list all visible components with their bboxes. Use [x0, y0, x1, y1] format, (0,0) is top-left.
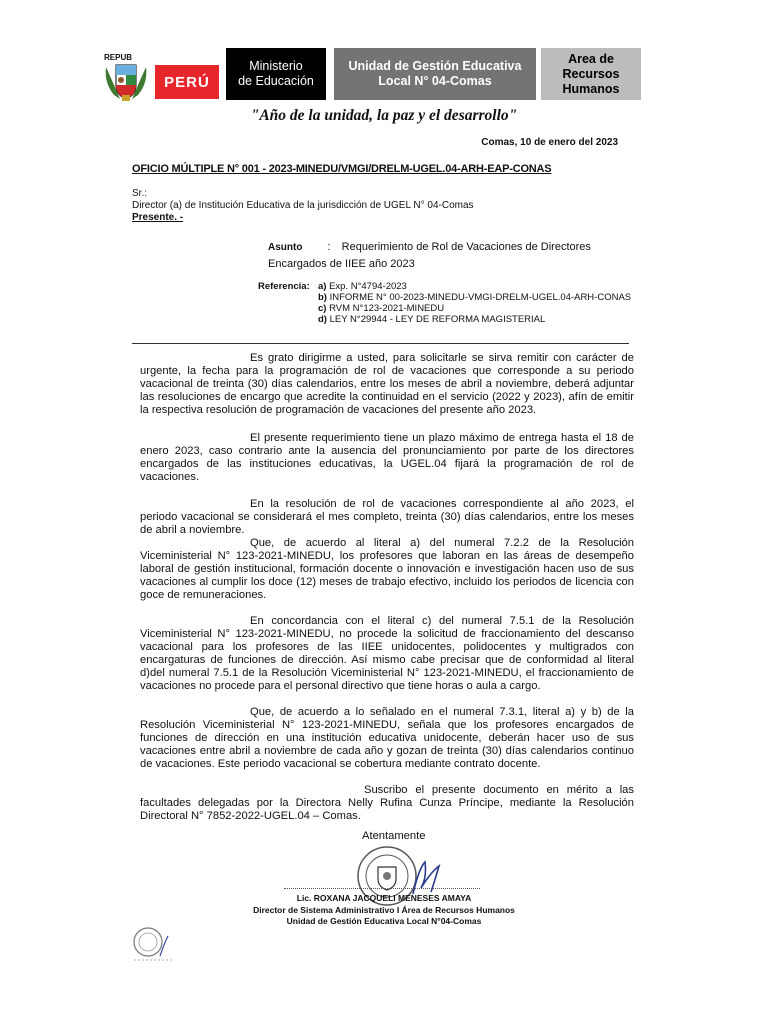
asunto-sep: : [327, 241, 331, 253]
ref-item: b) INFORME N° 00-2023-MINEDU-VMGI-DRELM-UGEL.04-ARH-CONAS [318, 292, 632, 303]
closing: Atentamente [362, 830, 426, 842]
paragraph-5: En concordancia con el literal c) del numeral 7.5.1 de la Resolución Viceministerial N° 123-2021-MINEDU, no procede la solicitud de fraccionamiento del descanso vacacional para los profesores de las IIEE unidocentes, polidocentes y multigrados con encargaturas de funciones de dirección. Así mismo cabe precisar que de conformidad al literal d)del numeral 7.5.1 de la Resolución Viceministerial N° 123-2021-MINEDU, el fraccionamiento de vacaciones no procede para el personal directivo que tiene horas o aula a cargo. [140, 615, 634, 692]
ref-item: c) RVM N°123-2021-MINEDU [318, 303, 445, 314]
signer-unit: Unidad de Gestión Educativa Local N°04-Comas [286, 916, 482, 926]
paragraph-3: En la resolución de rol de vacaciones correspondiente al año 2023, el periodo vacacional se considerará el mes completo, treinta (30) días calendarios, entre los meses de abril a noviembre. [140, 498, 634, 536]
signer-name: Lic. ROXANA JACQUELI MENESES AMAYA [296, 893, 472, 903]
ref-item: a) Exp. N°4794-2023 [318, 281, 407, 292]
asunto-label: Asunto [268, 242, 303, 253]
area-rrhh-box: Area de Recursos Humanos [541, 48, 641, 100]
recipient-sr: Sr.: [132, 188, 148, 199]
signature-line [284, 888, 480, 889]
signature-scribble-icon [405, 858, 445, 898]
small-stamp-icon [132, 926, 174, 962]
ugel-box: Unidad de Gestión Educativa Local N° 04-Comas [334, 48, 536, 100]
signer-title: Director de Sistema Administrativo I Área de Recursos Humanos [253, 905, 515, 915]
referencia-list [318, 281, 631, 325]
ref-item: d) LEY N°29944 - LEY DE REFORMA MAGISTERIAL [318, 314, 546, 325]
oficio-number: OFICIO MÚLTIPLE N° 001 - 2023-MINEDU/VMGI/DRELM-UGEL.04-ARH-EAP-CONAS [132, 163, 552, 175]
paragraph-2: El presente requerimiento tiene un plazo máximo de entrega hasta el 18 de enero 2023, caso contrario ante la ausencia del pronunciamiento por parte de los directores encargados de las instituciones educativas, la UGEL.04 fijará la programación de rol de vacaciones. [140, 432, 634, 483]
coat-label: REPUB [104, 53, 133, 62]
asunto-block [268, 239, 648, 272]
peru-label: PERÚ [152, 62, 222, 102]
paragraph-4: Que, de acuerdo al literal a) del numeral 7.2.2 de la Resolución Viceministerial N° 123-2021-MINEDU, los profesores que laboran en las áreas de desempeño laboral de gestión institucional, formación docente o innovación e investigación hacen uso de sus vacaciones al cumplir los doce (12) meses de trabajo efectivo, incluido los periodos de licencia con goce de remuneraciones. [140, 537, 634, 601]
referencia-label: Referencia: [258, 281, 310, 292]
asunto-text: Requerimiento de Rol de Vacaciones de Directores Encargados de IIEE año 2023 [268, 241, 591, 270]
paragraph-7: Suscribo el presente documento en mérito a las facultades delegadas por la Directora Nelly Rufina Cunza Príncipe, mediante la Resolución Directoral N° 7852-2022-UGEL.04 – Comas. [140, 784, 634, 822]
divider [132, 343, 629, 344]
ministry-box: Ministerio de Educación [226, 48, 326, 100]
recipient-presente: Presente. - [132, 212, 184, 223]
paragraph-1: Es grato dirigirme a usted, para solicitarle se sirva remitir con carácter de urgente, la fecha para la programación de rol de vacaciones que corresponde a su periodo vacacional de treinta (30) días calendarios, entre los meses de abril a noviembre, deberá adjuntar las resoluciones de encargo que acredite la continuidad en el servicio (2022 y 2023), afín de emitir la respectiva resolución de programación de vacaciones del presente año 2023. [140, 352, 634, 416]
recipient-block [132, 188, 474, 224]
recipient-line: Director (a) de Institución Educativa de la jurisdicción de UGEL N° 04-Comas [132, 200, 474, 211]
paragraph-6: Que, de acuerdo a lo señalado en el numeral 7.3.1, literal a) y b) de la Resolución Viceministerial N° 123-2021-MINEDU, señala que los profesores encargados de funciones de dirección en una institución educativa unidocente, deberán hacer uso de sus vacaciones entre abril a noviembre de cada año y gozan de treinta (30) días calendarios continuo de vacaciones. Este periodo vacacional se cobertura mediante contrato docente. [140, 706, 634, 770]
document-date: Comas, 10 de enero del 2023 [481, 137, 618, 148]
year-motto: "Año de la unidad, la paz y el desarrollo" [250, 107, 518, 124]
